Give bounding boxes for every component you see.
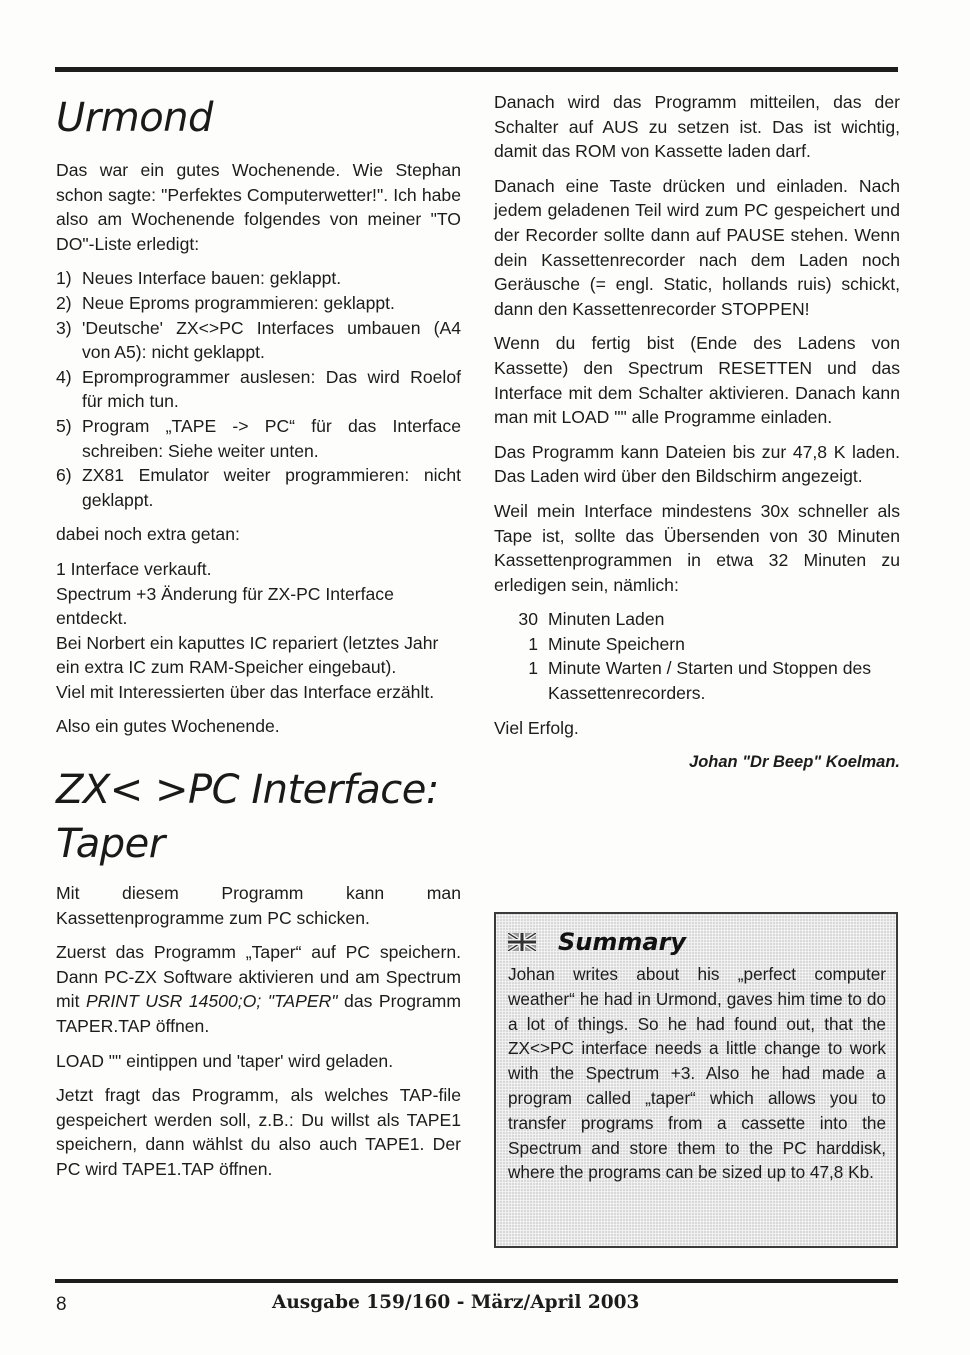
taper-p9: Weil mein Interface mindestens 30x schneller als Tape ist, sollte das Übersenden von 30 Minuten Kassettenprogrammen in etwa 32 Minuten zu erledigen sein, nämlich: xyxy=(494,500,900,595)
taper-p10: Viel Erfolg. xyxy=(494,717,579,738)
timing-list xyxy=(512,607,900,705)
todo-item: 3) 'Deutsche' ZX<>PC Interfaces umbauen (A4 von A5): nicht geklappt. xyxy=(56,317,461,363)
todo-item: 6) ZX81 Emulator weiter programmieren: nicht geklappt. xyxy=(56,465,461,510)
timing-row: 1 Minute Speichern xyxy=(528,633,685,654)
todo-item: 4) Epromprogrammer auslesen: Das wird Roelof für mich tun. xyxy=(56,366,461,412)
issue-info: Ausgabe 159/160 - März/April 2003 xyxy=(272,1292,640,1313)
taper-p4: Jetzt fragt das Programm, als welches TAP-file gespeichert werden soll, z.B.: Du willst als TAPE1 speichern, dann wählst du also auch TAPE1. Der PC wird TAPE1.TAP öffnen. xyxy=(56,1085,461,1179)
page-number: 8 xyxy=(56,1294,67,1315)
right-column xyxy=(494,90,900,787)
extra-item: Bei Norbert ein kaputtes IC repariert (letztes Jahr ein extra IC zum RAM-Speicher eingebaut). xyxy=(56,632,439,678)
extra-intro: dabei noch extra getan: xyxy=(56,524,240,545)
article-title-taper: ZX< >PC Interface: Taper xyxy=(56,767,439,868)
summary-text: Johan writes about his „perfect computer weather“ he had in Urmond, gaves him time to do a lot of things. So he had found out, that the ZX<>PC interface needs a little change to work with the Spectrum +3. Also he had made a program called „taper“ which allows you to transfer programs from a cassette into the Spectrum and store them to the PC harddisk, where the programs can be sized up to 47,8 Kb. xyxy=(508,964,886,1183)
top-rule xyxy=(55,67,898,72)
taper-p7: Wenn du fertig bist (Ende des Ladens von Kassette) den Spectrum RESETTEN und das Interface mit dem Schalter aktivieren. Danach kann man mit LOAD "" alle Programme einladen. xyxy=(494,333,900,428)
uk-flag-icon xyxy=(508,933,536,951)
taper-p8: Das Programm kann Dateien bis zur 47,8 K laden. Das Laden wird über den Bildschirm angezeigt. xyxy=(494,441,900,487)
todo-item: 5) Program „TAPE -> PC“ für das Interface schreiben: Siehe weiter unten. xyxy=(56,415,461,461)
summary-box xyxy=(494,912,898,1248)
todo-list xyxy=(56,266,461,512)
taper-p3: LOAD "" eintippen und 'taper' wird geladen. xyxy=(56,1050,394,1071)
todo-item: 1) Neues Interface bauen: geklappt. xyxy=(56,268,342,289)
author-signature: Johan "Dr Beep" Koelman. xyxy=(689,753,900,772)
urmond-intro: Das war ein gutes Wochenende. Wie Stephan schon sagte: "Perfektes Computerwetter!". Ich habe also am Wochenende folgendes von meiner "TO DO"-Liste erledigt: xyxy=(56,160,461,254)
timing-row: 1 Minute Warten / Starten und Stoppen des Kassettenrecorders. xyxy=(528,658,872,704)
extra-list xyxy=(56,557,461,705)
urmond-closing: Also ein gutes Wochenende. xyxy=(56,716,280,737)
summary-header xyxy=(508,924,886,960)
left-column xyxy=(56,90,461,1192)
taper-p5: Danach wird das Programm mitteilen, das der Schalter auf AUS zu setzen ist. Das ist wichtig, damit das ROM von Kassette laden darf. xyxy=(494,92,900,162)
timing-row: 30 Minuten Laden xyxy=(518,609,665,630)
extra-item: Spectrum +3 Änderung für ZX-PC Interface entdeckt. xyxy=(56,583,394,629)
taper-p6: Danach eine Taste drücken und einladen. Nach jedem geladenen Teil wird zum PC gespeichert und der Recorder sollte dann auf PAUSE stehen. Wenn dein Kassettenrecorder nach dem Laden noch Geräusche (= engl. Static, hollands ruis) schickt, dann den Kassettenrecorder STOPPEN! xyxy=(494,175,900,319)
extra-item: 1 Interface verkauft. xyxy=(56,558,212,579)
article-title-urmond: Urmond xyxy=(56,95,213,141)
summary-title: Summary xyxy=(558,927,687,956)
todo-item: 2) Neue Eproms programmieren: geklappt. xyxy=(56,292,395,313)
bottom-rule xyxy=(55,1279,898,1283)
code-command: PRINT USR 14500;O; "TAPER" xyxy=(85,991,338,1012)
taper-p2: Zuerst das Programm „Taper“ auf PC speichern. Dann PC-ZX Software aktivieren und am Spectrum mit PRINT USR 14500;O; "TAPER" das Programm TAPER.TAP öffnen. xyxy=(56,942,461,1037)
taper-p1: Mit diesem Programm kann man Kassettenprogramme zum PC schicken. xyxy=(56,883,461,928)
extra-item: Viel mit Interessierten über das Interface erzählt. xyxy=(56,681,435,702)
